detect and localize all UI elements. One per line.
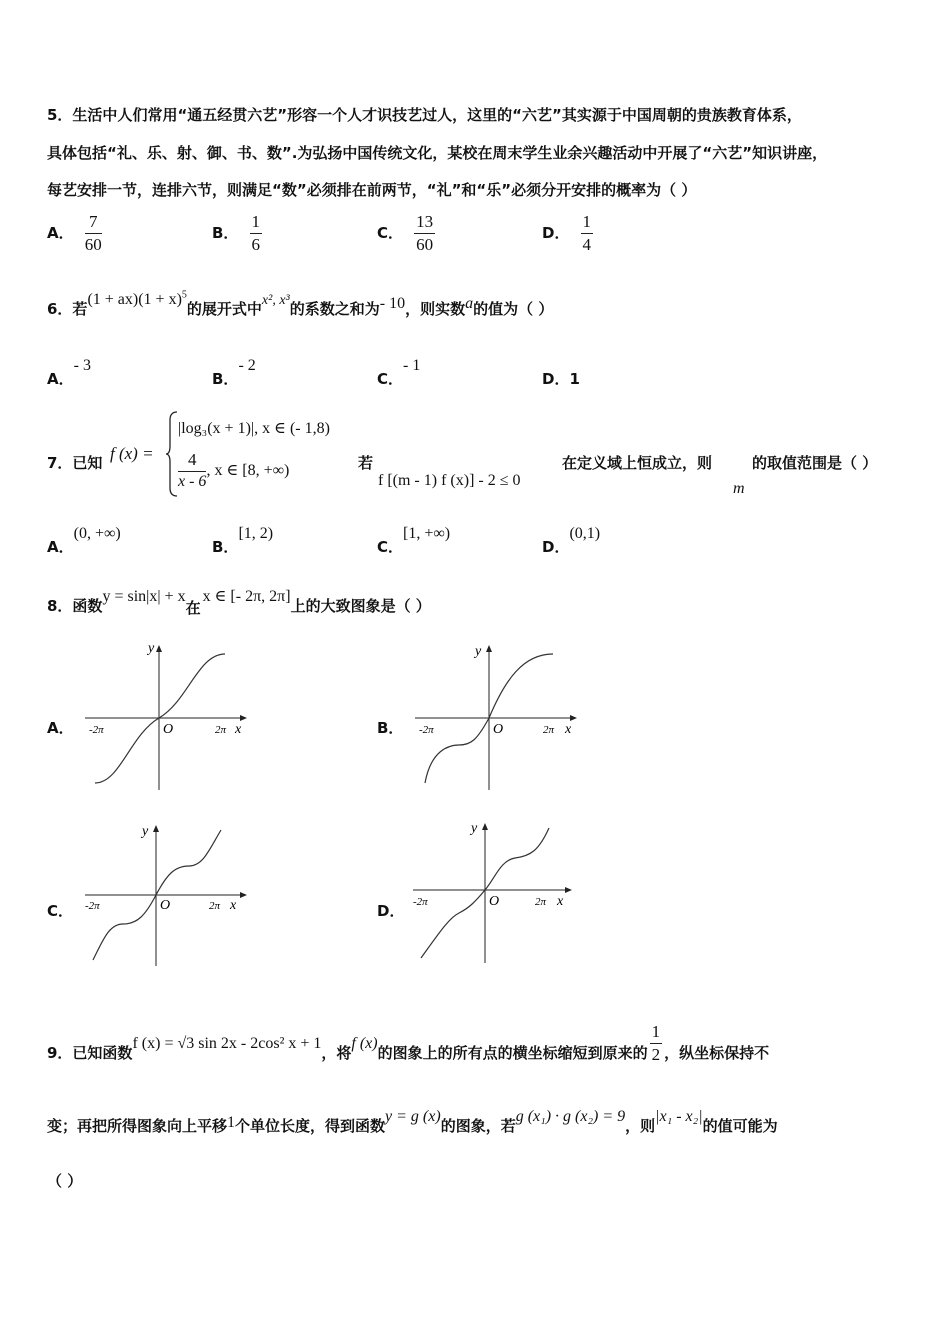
origin-label: O <box>160 898 171 913</box>
right-tick: 2π <box>543 724 555 736</box>
q9-cond: g (x₁) · g (x₂) = 9 <box>515 1108 626 1125</box>
q6-expression: $(1 + ax)(1 + x)^5$ <box>87 289 187 308</box>
q8-graph-a[interactable] <box>75 640 255 795</box>
left-tick: -2π <box>419 724 434 736</box>
x-label: x <box>230 898 237 913</box>
y-label: y <box>148 641 155 656</box>
x-label: x <box>565 722 572 737</box>
q5-option-d[interactable] <box>542 212 593 255</box>
q9-func: f (x) = √3 sin 2x - 2cos² x + 1 <box>132 1035 322 1052</box>
fraction: $\frac{13}{60}$ <box>416 212 434 254</box>
q9-line2: 变；再把所得图象向上平移1个单位长度，得到函数y = g (x)的图象，若g (x₁) · g (x₂) = 9，则|x₁ - x₂|的值可能为 <box>47 1108 778 1135</box>
q7-option-d[interactable]: D．(0,1) <box>542 525 601 556</box>
q5-option-c[interactable] <box>377 212 435 255</box>
q6-terms: x², x³ <box>261 293 290 308</box>
y-axis-arrow-icon <box>482 823 488 830</box>
q7-fx: f (x) = <box>110 444 154 463</box>
q7-ruo: 若 <box>358 454 374 472</box>
q5-option-b[interactable] <box>212 212 262 255</box>
left-brace-icon <box>165 410 179 498</box>
x-label: x <box>557 894 564 909</box>
left-tick: -2π <box>413 896 428 908</box>
y-label: y <box>475 644 482 659</box>
q8-graph-b-label[interactable]: B． <box>377 719 404 737</box>
right-tick: 2π <box>209 900 221 912</box>
q5-line2: 具体包括“礼、乐、射、御、书、数”.为弘扬中国传统文化，某校在周末学生业余兴趣活动中开展了“六艺”知识讲座， <box>47 144 828 162</box>
q8-graph-d-label[interactable]: D． <box>377 902 405 920</box>
right-tick: 2π <box>215 724 227 736</box>
y-axis-arrow-icon <box>486 645 492 652</box>
q6-var: a <box>465 295 474 312</box>
q8-domain: x ∈ [- 2π, 2π] <box>202 588 291 605</box>
q7-option-a[interactable]: A．(0, +∞) <box>47 525 121 556</box>
option-label: A． <box>47 224 74 242</box>
x-axis-arrow-icon <box>240 715 247 721</box>
q9-line3: （ ） <box>47 1172 83 1190</box>
q8-stem: 8．函数y = sin|x| + x在x ∈ [- 2π, 2π]上的大致图象是（ ） <box>47 588 431 617</box>
q5-line3: 每艺安排一节，连排六节，则满足“数”必须排在前两节，“礼”和“乐”必须分开安排的概率为（ ） <box>47 181 697 199</box>
q7-mid: 在定义域上恒成立，则 <box>562 454 713 472</box>
q9-gfunc: y = g (x) <box>385 1108 441 1125</box>
fraction: $\frac{1}{2}$ <box>651 1022 661 1064</box>
q7-inequality: f [(m - 1) f (x)] - 2 ≤ 0 <box>378 472 521 489</box>
x-axis-arrow-icon <box>565 887 572 893</box>
q6-option-c[interactable]: C．- 1 <box>377 357 421 388</box>
option-label: C． <box>377 224 404 242</box>
x-axis-arrow-icon <box>240 892 247 898</box>
q6-option-d[interactable]: D．1 <box>542 370 580 388</box>
origin-label: O <box>163 722 174 737</box>
q9-abs: |x₁ - x₂| <box>655 1108 703 1125</box>
y-axis-arrow-icon <box>156 645 162 652</box>
q7-var: m <box>733 480 745 497</box>
q8-graph-a-label[interactable]: A． <box>47 719 74 737</box>
q5-option-a[interactable] <box>47 212 102 255</box>
y-label: y <box>142 824 149 839</box>
q8-graph-b[interactable] <box>405 640 585 795</box>
right-tick: 2π <box>535 896 547 908</box>
left-tick: -2π <box>85 900 100 912</box>
q9-line1: 9．已知函数f (x) = √3 sin 2x - 2cos² x + 1，将f (x)的图象上的所有点的横坐标缩短到原来的 $\frac{1}{2}$ ，纵坐标保持不 <box>47 1022 770 1064</box>
fraction: $\frac{7}{60}$ <box>84 212 102 254</box>
left-tick: -2π <box>89 724 104 736</box>
origin-label: O <box>493 722 504 737</box>
x-axis-arrow-icon <box>570 715 577 721</box>
q7-option-b[interactable]: B．[1, 2) <box>212 525 274 556</box>
q6-option-a[interactable]: A．- 3 <box>47 357 91 388</box>
option-label: B． <box>212 224 239 242</box>
q5-line1: 5．生活中人们常用“通五经贯六艺”形容一个人才识技艺过人，这里的“六艺”其实源于中国周朝的贵族教育体系， <box>47 106 802 124</box>
q7-case2: $\frac{4}{x - 6}$ , x ∈ [8, +∞) <box>178 450 290 490</box>
q9-fx: f (x) <box>351 1035 378 1052</box>
q7-suffix: 的取值范围是（ ） <box>752 454 878 472</box>
q7-case1: |log₃(x + 1)|, x ∈ (- 1,8) <box>178 420 330 437</box>
q7-prefix: 7．已知 <box>47 454 103 472</box>
q8-graph-c[interactable] <box>75 820 255 970</box>
y-label: y <box>471 821 478 836</box>
fraction: $\frac{1}{6}$ <box>251 212 261 254</box>
fraction: $\frac{1}{4}$ <box>582 212 592 254</box>
y-axis-arrow-icon <box>153 825 159 832</box>
q8-graph-c-label[interactable]: C． <box>47 902 74 920</box>
option-label: D． <box>542 224 570 242</box>
q6-stem: 6．若$(1 + ax)(1 + x)^5$的展开式中x², x³的系数之和为- 10，则实数a的值为（ ） <box>47 289 554 318</box>
q8-func: y = sin|x| + x <box>102 588 186 605</box>
q6-value: - 10 <box>379 295 406 312</box>
fraction: $\frac{4}{x - 6}$ <box>178 450 207 490</box>
q8-graph-d[interactable] <box>405 818 585 968</box>
x-label: x <box>235 722 242 737</box>
q7-option-c[interactable]: C．[1, +∞) <box>377 525 451 556</box>
q6-option-b[interactable]: B．- 2 <box>212 357 256 388</box>
origin-label: O <box>489 894 500 909</box>
